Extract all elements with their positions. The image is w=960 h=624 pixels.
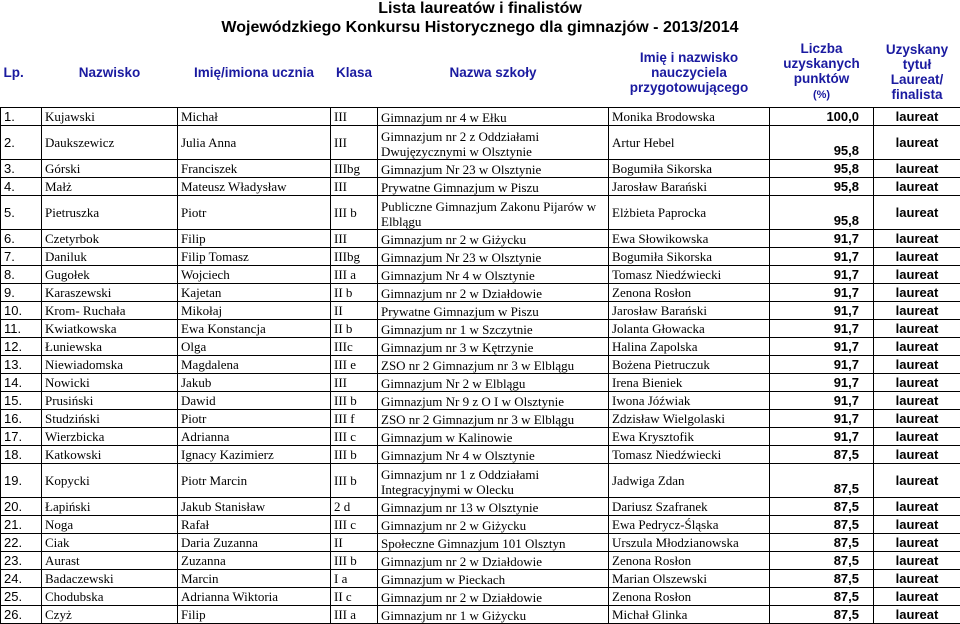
cell-imie: Piotr (178, 410, 331, 428)
cell-imie: Dawid (178, 392, 331, 410)
cell-tytul: laureat (874, 196, 960, 230)
cell-punkty: 95,8 (770, 196, 874, 230)
cell-szkola: Społeczne Gimnazjum 101 Olsztyn (378, 534, 609, 552)
cell-szkola: Gimnazjum nr 2 w Działdowie (378, 552, 609, 570)
cell-imie: Kajetan (178, 284, 331, 302)
table-body (1, 108, 960, 624)
cell-szkola: Gimnazjum nr 2 w Giżycku (378, 230, 609, 248)
cell-nauczyciel: Bogumiła Sikorska (609, 248, 770, 266)
cell-szkola: Gimnazjum nr 1 w Giżycku (378, 606, 609, 624)
cell-nazwisko: Nowicki (42, 374, 178, 392)
cell-nauczyciel: Michał Glinka (609, 606, 770, 624)
cell-klasa: III (331, 178, 378, 196)
cell-lp: 11. (1, 320, 42, 338)
cell-lp: 13. (1, 356, 42, 374)
cell-szkola: Prywatne Gimnazjum w Piszu (378, 302, 609, 320)
cell-nazwisko: Ciak (42, 534, 178, 552)
cell-imie: Jakub Stanisław (178, 498, 331, 516)
cell-nauczyciel: Monika Brodowska (609, 108, 770, 126)
table-row (1, 392, 960, 410)
cell-nazwisko: Łuniewska (42, 338, 178, 356)
cell-tytul: laureat (874, 534, 960, 552)
cell-imie: Filip (178, 606, 331, 624)
cell-nauczyciel: Zenona Rosłon (609, 284, 770, 302)
cell-punkty: 91,7 (770, 428, 874, 446)
cell-nauczyciel: Marian Olszewski (609, 570, 770, 588)
cell-lp: 21. (1, 516, 42, 534)
cell-klasa: IIIc (331, 338, 378, 356)
cell-imie: Daria Zuzanna (178, 534, 331, 552)
cell-punkty: 87,5 (770, 570, 874, 588)
cell-nazwisko: Czetyrbok (42, 230, 178, 248)
cell-szkola: ZSO nr 2 Gimnazjum nr 3 w Elblągu (378, 356, 609, 374)
cell-nazwisko: Aurast (42, 552, 178, 570)
cell-tytul: laureat (874, 374, 960, 392)
cell-punkty: 91,7 (770, 410, 874, 428)
cell-imie: Wojciech (178, 266, 331, 284)
table-row (1, 160, 960, 178)
table-row (1, 606, 960, 624)
cell-tytul: laureat (874, 320, 960, 338)
cell-nauczyciel: Artur Hebel (609, 126, 770, 160)
cell-nazwisko: Karaszewski (42, 284, 178, 302)
cell-szkola: Gimnazjum Nr 4 w Olsztynie (378, 446, 609, 464)
cell-nauczyciel: Iwona Jóźwiak (609, 392, 770, 410)
cell-klasa: III (331, 108, 378, 126)
cell-klasa: III a (331, 606, 378, 624)
cell-tytul: laureat (874, 248, 960, 266)
cell-szkola: Gimnazjum nr 1 w Szczytnie (378, 320, 609, 338)
table-row (1, 248, 960, 266)
table-row (1, 302, 960, 320)
cell-klasa: II b (331, 320, 378, 338)
cell-nauczyciel: Jolanta Głowacka (609, 320, 770, 338)
cell-punkty: 87,5 (770, 552, 874, 570)
cell-lp: 16. (1, 410, 42, 428)
cell-imie: Franciszek (178, 160, 331, 178)
cell-lp: 24. (1, 570, 42, 588)
cell-lp: 2. (1, 126, 42, 160)
cell-szkola: Gimnazjum nr 2 z Oddziałami Dwujęzycznymi w Olsztynie (378, 126, 609, 160)
cell-nazwisko: Kujawski (42, 108, 178, 126)
cell-klasa: II (331, 302, 378, 320)
cell-szkola: Gimnazjum nr 3 w Kętrzynie (378, 338, 609, 356)
cell-tytul: laureat (874, 160, 960, 178)
header-punkty (770, 37, 874, 108)
title-line-2: Wojewódzkiego Konkursu Historycznego dla gimnazjów - 2013/2014 (0, 18, 960, 37)
cell-imie: Adrianna Wiktoria (178, 588, 331, 606)
cell-lp: 1. (1, 108, 42, 126)
table-row (1, 570, 960, 588)
cell-imie: Adrianna (178, 428, 331, 446)
cell-klasa: III (331, 230, 378, 248)
cell-tytul: laureat (874, 284, 960, 302)
table-row (1, 446, 960, 464)
cell-nauczyciel: Tomasz Niedźwiecki (609, 266, 770, 284)
cell-lp: 7. (1, 248, 42, 266)
cell-tytul: laureat (874, 108, 960, 126)
cell-klasa: II (331, 534, 378, 552)
cell-klasa: III b (331, 552, 378, 570)
cell-tytul: laureat (874, 464, 960, 498)
cell-nazwisko: Prusiński (42, 392, 178, 410)
cell-klasa: III f (331, 410, 378, 428)
cell-szkola: Gimnazjum w Pieckach (378, 570, 609, 588)
document-title (0, 0, 960, 37)
cell-tytul: laureat (874, 588, 960, 606)
cell-nazwisko: Studziński (42, 410, 178, 428)
cell-imie: Filip Tomasz (178, 248, 331, 266)
cell-imie: Zuzanna (178, 552, 331, 570)
cell-klasa: IIIbg (331, 248, 378, 266)
cell-lp: 17. (1, 428, 42, 446)
cell-lp: 18. (1, 446, 42, 464)
cell-imie: Olga (178, 338, 331, 356)
cell-szkola: ZSO nr 2 Gimnazjum nr 3 w Elblągu (378, 410, 609, 428)
cell-tytul: laureat (874, 498, 960, 516)
cell-lp: 23. (1, 552, 42, 570)
cell-lp: 6. (1, 230, 42, 248)
cell-klasa: II c (331, 588, 378, 606)
cell-imie: Piotr (178, 196, 331, 230)
cell-nauczyciel: Bożena Pietruczuk (609, 356, 770, 374)
table-row (1, 108, 960, 126)
header-punkty-unit: (%) (813, 89, 830, 101)
cell-nazwisko: Chodubska (42, 588, 178, 606)
cell-punkty: 87,5 (770, 464, 874, 498)
cell-nazwisko: Katkowski (42, 446, 178, 464)
cell-lp: 20. (1, 498, 42, 516)
cell-tytul: laureat (874, 552, 960, 570)
cell-tytul: laureat (874, 230, 960, 248)
cell-nauczyciel: Zenona Rosłon (609, 552, 770, 570)
cell-lp: 12. (1, 338, 42, 356)
cell-nauczyciel: Urszula Młodzianowska (609, 534, 770, 552)
cell-punkty: 91,7 (770, 248, 874, 266)
table-row (1, 552, 960, 570)
cell-klasa: III b (331, 446, 378, 464)
table-row (1, 338, 960, 356)
table-row (1, 196, 960, 230)
cell-klasa: III (331, 374, 378, 392)
cell-nauczyciel: Irena Bieniek (609, 374, 770, 392)
cell-punkty: 87,5 (770, 588, 874, 606)
table-row (1, 320, 960, 338)
cell-imie: Mikołaj (178, 302, 331, 320)
table-row (1, 516, 960, 534)
cell-tytul: laureat (874, 446, 960, 464)
cell-punkty: 87,5 (770, 498, 874, 516)
cell-szkola: Gimnazjum Nr 2 w Elblągu (378, 374, 609, 392)
cell-szkola: Prywatne Gimnazjum w Piszu (378, 178, 609, 196)
cell-lp: 22. (1, 534, 42, 552)
table-row (1, 588, 960, 606)
cell-punkty: 87,5 (770, 534, 874, 552)
cell-punkty: 100,0 (770, 108, 874, 126)
cell-tytul: laureat (874, 606, 960, 624)
cell-tytul: laureat (874, 356, 960, 374)
cell-lp: 14. (1, 374, 42, 392)
cell-tytul: laureat (874, 428, 960, 446)
cell-tytul: laureat (874, 392, 960, 410)
cell-nazwisko: Małż (42, 178, 178, 196)
table-row (1, 356, 960, 374)
cell-tytul: laureat (874, 338, 960, 356)
cell-imie: Rafał (178, 516, 331, 534)
header-imie: Imię/imiona ucznia (178, 37, 331, 108)
cell-lp: 10. (1, 302, 42, 320)
cell-klasa: III e (331, 356, 378, 374)
cell-szkola: Gimnazjum nr 2 w Działdowie (378, 588, 609, 606)
table-row (1, 374, 960, 392)
cell-imie: Michał (178, 108, 331, 126)
cell-punkty: 87,5 (770, 446, 874, 464)
cell-nazwisko: Wierzbicka (42, 428, 178, 446)
cell-nazwisko: Daniluk (42, 248, 178, 266)
cell-lp: 19. (1, 464, 42, 498)
table-row (1, 410, 960, 428)
header-nauczyciel: Imię i nazwisko nauczyciela przygotowującego (609, 37, 770, 108)
cell-klasa: III b (331, 392, 378, 410)
cell-punkty: 91,7 (770, 284, 874, 302)
cell-nazwisko: Niewiadomska (42, 356, 178, 374)
cell-tytul: laureat (874, 516, 960, 534)
cell-szkola: Gimnazjum nr 2 w Działdowie (378, 284, 609, 302)
header-tytul: Uzyskany tytuł Laureat/ finalista (874, 37, 960, 108)
cell-punkty: 95,8 (770, 126, 874, 160)
table-row (1, 230, 960, 248)
cell-punkty: 91,7 (770, 392, 874, 410)
cell-punkty: 91,7 (770, 356, 874, 374)
cell-nauczyciel: Zenona Rosłon (609, 588, 770, 606)
table-row (1, 178, 960, 196)
cell-nazwisko: Kopycki (42, 464, 178, 498)
cell-imie: Ignacy Kazimierz (178, 446, 331, 464)
cell-nazwisko: Górski (42, 160, 178, 178)
cell-tytul: laureat (874, 570, 960, 588)
cell-nazwisko: Krom- Ruchała (42, 302, 178, 320)
header-nazwisko: Nazwisko (42, 37, 178, 108)
cell-lp: 9. (1, 284, 42, 302)
cell-klasa: III b (331, 196, 378, 230)
cell-klasa: I a (331, 570, 378, 588)
cell-klasa: III a (331, 266, 378, 284)
table-row (1, 284, 960, 302)
cell-nazwisko: Łapiński (42, 498, 178, 516)
cell-imie: Piotr Marcin (178, 464, 331, 498)
cell-imie: Mateusz Władysław (178, 178, 331, 196)
cell-lp: 4. (1, 178, 42, 196)
header-punkty-label: Liczba uzyskanych punktów (783, 41, 860, 86)
cell-szkola: Gimnazjum Nr 9 z O I w Olsztynie (378, 392, 609, 410)
table-row (1, 428, 960, 446)
cell-imie: Jakub (178, 374, 331, 392)
table-row (1, 498, 960, 516)
cell-szkola: Gimnazjum nr 2 w Giżycku (378, 516, 609, 534)
cell-szkola: Publiczne Gimnazjum Zakonu Pijarów w Elblągu (378, 196, 609, 230)
cell-klasa: 2 d (331, 498, 378, 516)
cell-nazwisko: Gugołek (42, 266, 178, 284)
cell-klasa: III c (331, 516, 378, 534)
cell-klasa: III c (331, 428, 378, 446)
cell-lp: 8. (1, 266, 42, 284)
cell-imie: Magdalena (178, 356, 331, 374)
cell-tytul: laureat (874, 178, 960, 196)
cell-punkty: 91,7 (770, 230, 874, 248)
cell-nazwisko: Czyż (42, 606, 178, 624)
cell-lp: 26. (1, 606, 42, 624)
cell-punkty: 87,5 (770, 606, 874, 624)
cell-nauczyciel: Dariusz Szafranek (609, 498, 770, 516)
cell-klasa: II b (331, 284, 378, 302)
cell-nazwisko: Noga (42, 516, 178, 534)
cell-punkty: 91,7 (770, 302, 874, 320)
cell-nauczyciel: Jarosław Barański (609, 302, 770, 320)
table-row (1, 266, 960, 284)
cell-nauczyciel: Jarosław Barański (609, 178, 770, 196)
header-klasa: Klasa (331, 37, 378, 108)
cell-punkty: 87,5 (770, 516, 874, 534)
title-line-1: Lista laureatów i finalistów (0, 0, 960, 18)
cell-klasa: IIIbg (331, 160, 378, 178)
cell-imie: Filip (178, 230, 331, 248)
cell-lp: 15. (1, 392, 42, 410)
header-row (1, 37, 960, 108)
cell-szkola: Gimnazjum Nr 23 w Olsztynie (378, 248, 609, 266)
cell-punkty: 91,7 (770, 374, 874, 392)
table-row (1, 534, 960, 552)
cell-klasa: III (331, 126, 378, 160)
cell-szkola: Gimnazjum w Kalinowie (378, 428, 609, 446)
cell-szkola: Gimnazjum nr 4 w Ełku (378, 108, 609, 126)
header-szkola: Nazwa szkoły (378, 37, 609, 108)
cell-nauczyciel: Bogumiła Sikorska (609, 160, 770, 178)
cell-imie: Ewa Konstancja (178, 320, 331, 338)
cell-nauczyciel: Tomasz Niedźwiecki (609, 446, 770, 464)
header-lp: Lp. (1, 37, 42, 108)
cell-punkty: 95,8 (770, 160, 874, 178)
laureates-table (0, 37, 960, 624)
cell-tytul: laureat (874, 410, 960, 428)
cell-nazwisko: Daukszewicz (42, 126, 178, 160)
cell-nazwisko: Badaczewski (42, 570, 178, 588)
cell-nauczyciel: Ewa Krysztofik (609, 428, 770, 446)
cell-szkola: Gimnazjum nr 13 w Olsztynie (378, 498, 609, 516)
cell-punkty: 91,7 (770, 266, 874, 284)
cell-nazwisko: Pietruszka (42, 196, 178, 230)
cell-punkty: 91,7 (770, 338, 874, 356)
cell-szkola: Gimnazjum Nr 23 w Olsztynie (378, 160, 609, 178)
cell-lp: 25. (1, 588, 42, 606)
table-row (1, 464, 960, 498)
cell-nauczyciel: Elżbieta Paprocka (609, 196, 770, 230)
cell-nauczyciel: Halina Zapolska (609, 338, 770, 356)
cell-szkola: Gimnazjum Nr 4 w Olsztynie (378, 266, 609, 284)
cell-lp: 3. (1, 160, 42, 178)
cell-nauczyciel: Ewa Pedrycz-Śląska (609, 516, 770, 534)
cell-imie: Julia Anna (178, 126, 331, 160)
cell-tytul: laureat (874, 302, 960, 320)
table-row (1, 126, 960, 160)
cell-punkty: 91,7 (770, 320, 874, 338)
cell-imie: Marcin (178, 570, 331, 588)
cell-nauczyciel: Jadwiga Zdan (609, 464, 770, 498)
cell-lp: 5. (1, 196, 42, 230)
cell-nauczyciel: Zdzisław Wielgolaski (609, 410, 770, 428)
cell-klasa: III b (331, 464, 378, 498)
cell-nazwisko: Kwiatkowska (42, 320, 178, 338)
cell-tytul: laureat (874, 126, 960, 160)
cell-punkty: 95,8 (770, 178, 874, 196)
cell-szkola: Gimnazjum nr 1 z Oddziałami Integracyjnymi w Olecku (378, 464, 609, 498)
cell-nauczyciel: Ewa Słowikowska (609, 230, 770, 248)
cell-tytul: laureat (874, 266, 960, 284)
